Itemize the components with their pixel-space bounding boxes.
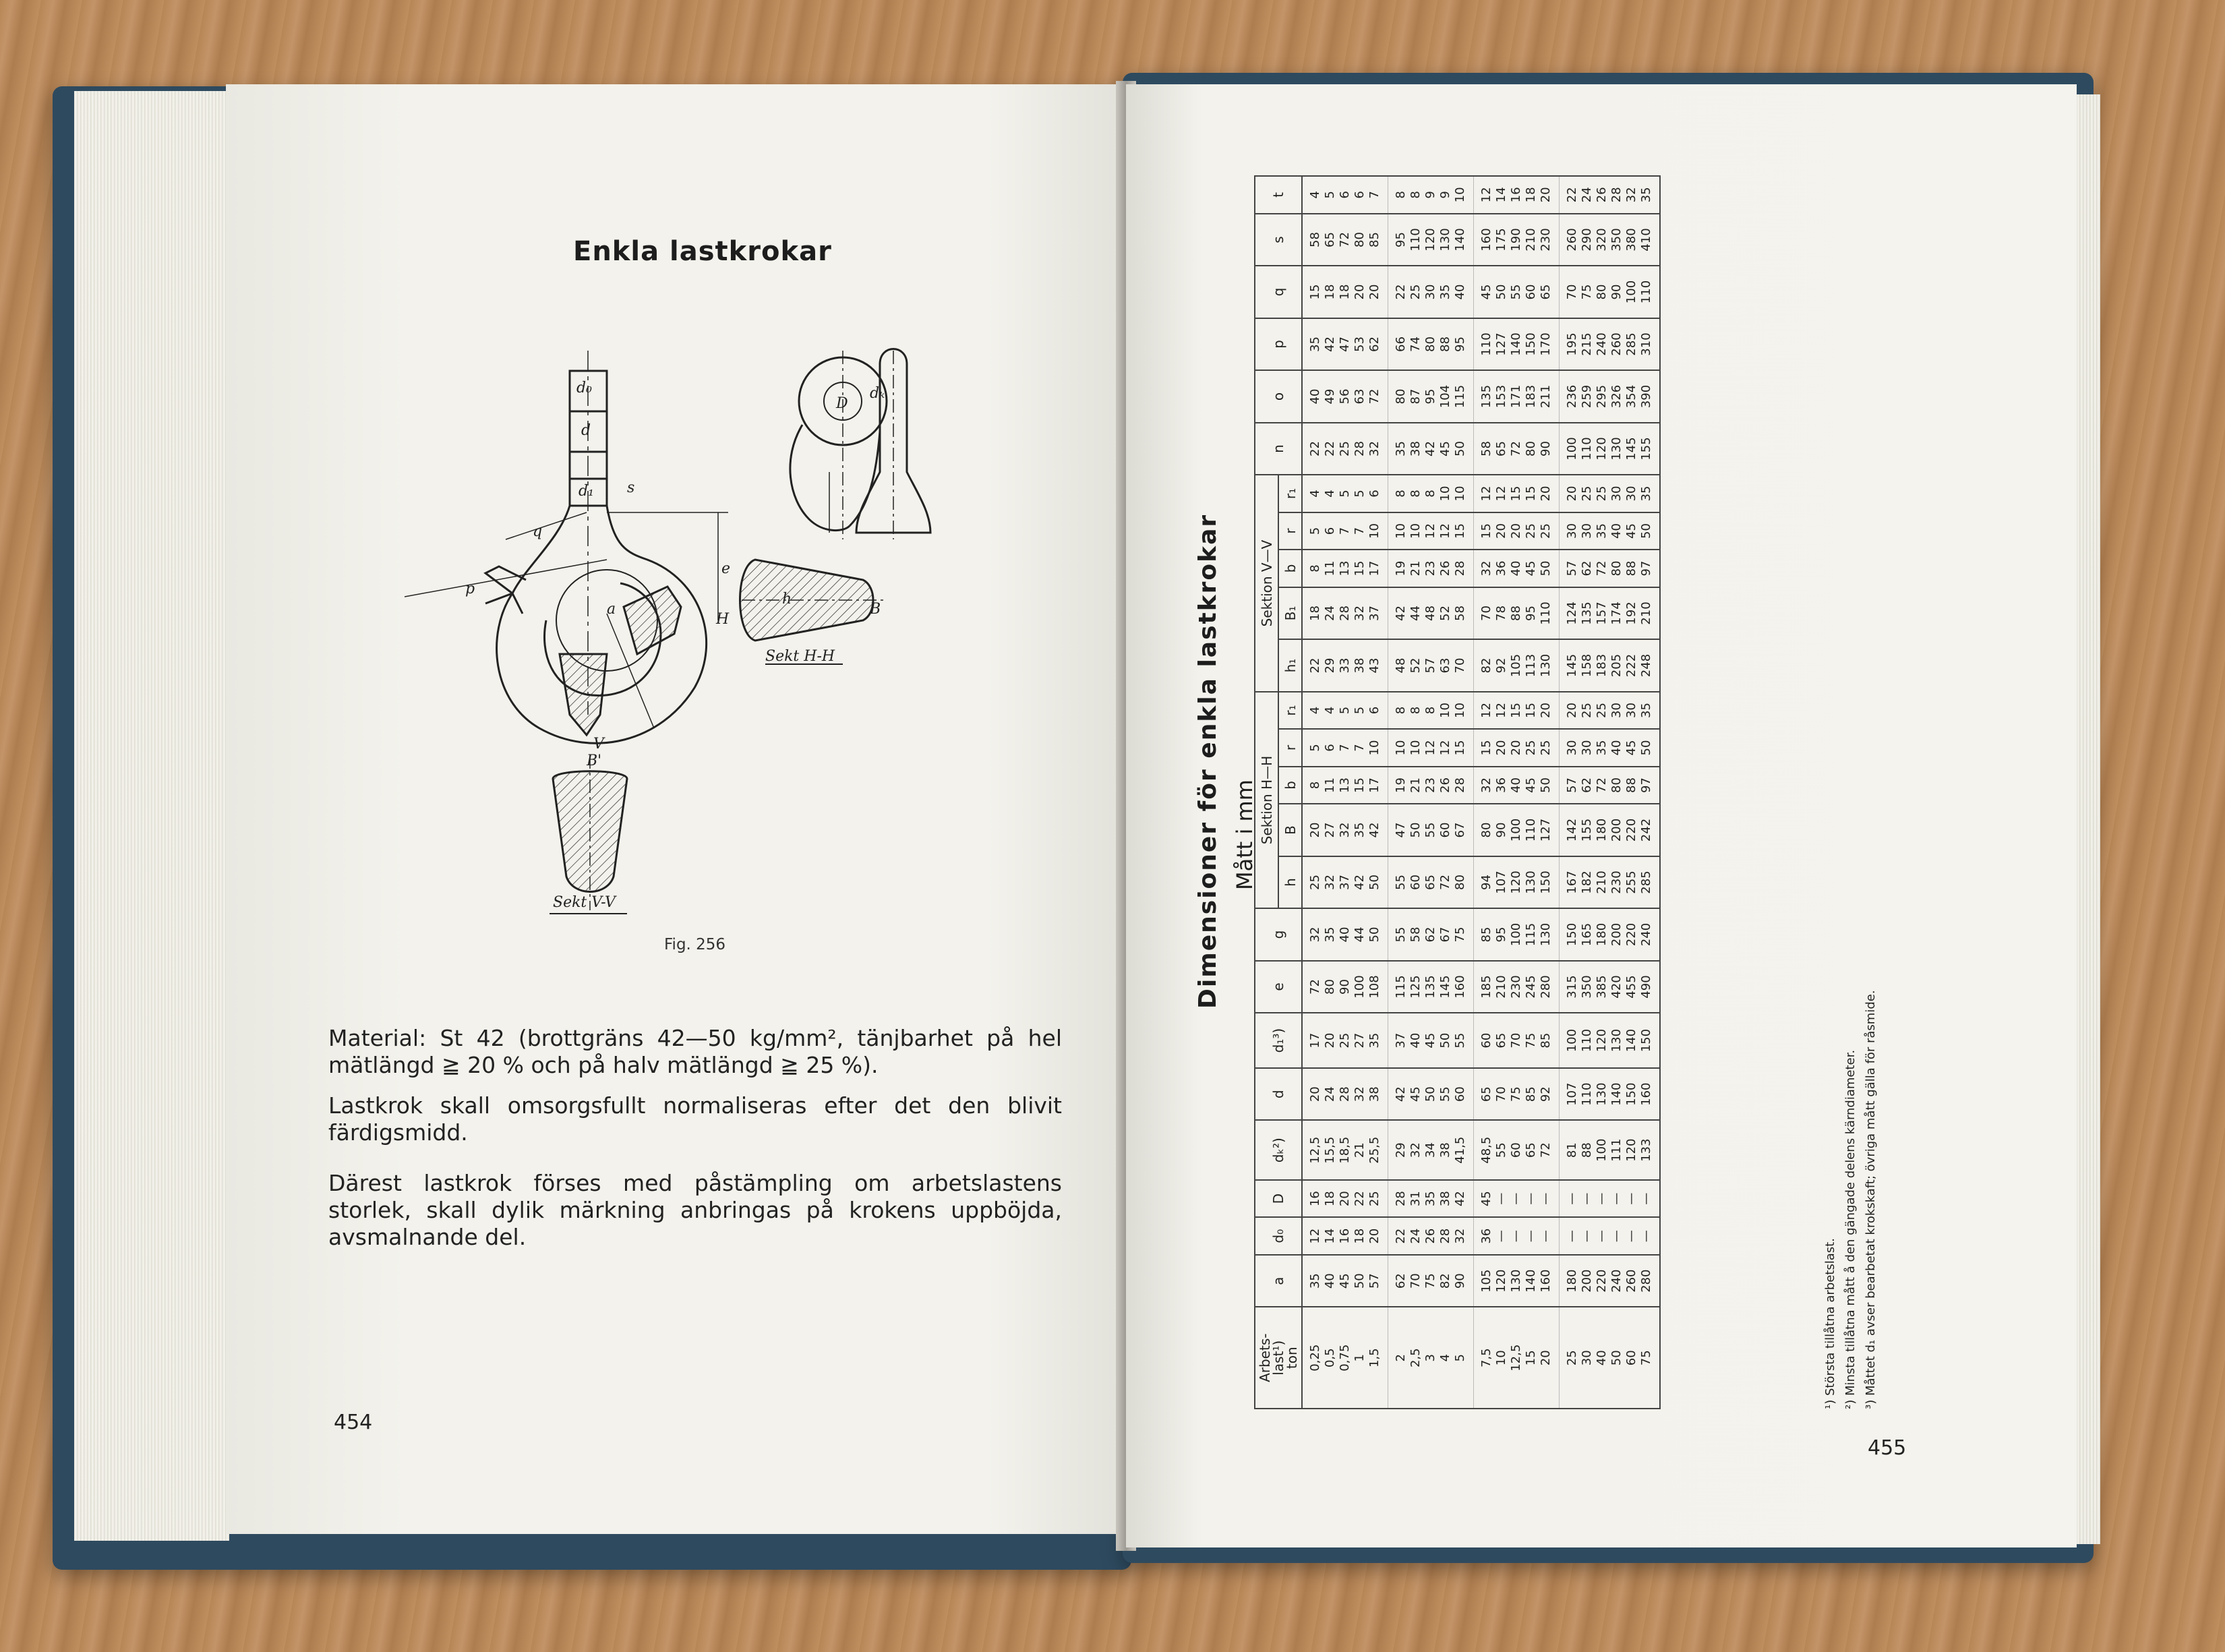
table-cell: 135 153 171 183 211 (1474, 370, 1560, 423)
column-header: p (1255, 318, 1302, 371)
table-cell: 95 110 120 130 140 (1388, 214, 1474, 266)
section-vv-label: Sekt V-V (553, 894, 616, 911)
table-cell: 25 30 40 50 60 75 (1560, 1307, 1661, 1409)
table-cell: 4 5 6 6 7 (1302, 176, 1388, 214)
table-cell: 315 350 385 420 455 490 (1560, 961, 1661, 1013)
table-cell: 30 30 35 40 45 50 (1560, 729, 1661, 767)
column-header: g (1255, 908, 1302, 961)
table-cell: 82 92 105 113 130 (1474, 639, 1560, 692)
table-cell: 80 90 100 110 127 (1474, 804, 1560, 856)
table-row (1388, 176, 1474, 1409)
column-header: r₁ (1278, 475, 1302, 512)
table-cell: 12 14 16 18 20 (1302, 1217, 1388, 1255)
table-cell: 8 8 8 10 10 (1388, 475, 1474, 512)
table-footnotes (1820, 533, 1881, 1409)
table-cell: 124 135 157 174 192 210 (1560, 587, 1661, 640)
table-cell: 45 — — — — (1474, 1180, 1560, 1218)
column-header: s (1255, 214, 1302, 266)
table-group-header-row (1255, 176, 1278, 1409)
table-cell: 47 50 55 60 67 (1388, 804, 1474, 856)
table-cell: 20 25 25 30 30 35 (1560, 475, 1661, 512)
figure-caption: Fig. 256 (664, 936, 726, 953)
table-cell: 58 65 72 80 85 (1302, 214, 1388, 266)
table-cell: 180 200 220 240 260 280 (1560, 1255, 1661, 1307)
drawing-label-q: q (533, 523, 543, 540)
table-cell: 37 40 45 50 55 (1388, 1013, 1474, 1068)
column-header: n (1255, 423, 1302, 475)
table-cell: 160 175 190 210 230 (1474, 214, 1560, 266)
table-cell: 29 32 34 38 41,5 (1388, 1120, 1474, 1179)
table-cell: 20 24 28 32 38 (1302, 1068, 1388, 1121)
footnote-1: ¹) Största tillåtna arbetslast. (1823, 1238, 1837, 1409)
table-cell: 0,25 0,5 0,75 1 1,5 (1302, 1307, 1388, 1409)
table-cell: 20 25 25 30 30 35 (1560, 692, 1661, 730)
table-cell: 145 158 183 205 222 248 (1560, 639, 1661, 692)
column-header: D (1255, 1180, 1302, 1218)
table-cell: 28 31 35 38 42 (1388, 1180, 1474, 1218)
dimensions-table (1254, 175, 1661, 1409)
table-cell: 60 65 70 75 85 (1474, 1013, 1560, 1068)
left-page-number: 454 (334, 1411, 373, 1434)
table-cell: 2 2,5 3 4 5 (1388, 1307, 1474, 1409)
table-cell: 55 58 62 67 75 (1388, 908, 1474, 961)
table-cell: 8 8 8 10 10 (1388, 692, 1474, 730)
drawing-label-dk: dₖ (870, 385, 885, 402)
table-row (1474, 176, 1560, 1409)
table-row (1560, 176, 1661, 1409)
group-header-vv: Sektion V—V (1255, 475, 1278, 692)
section-hh-label: Sekt H-H (765, 648, 835, 665)
table-cell: 195 215 240 260 285 310 (1560, 318, 1661, 371)
table-cell: — — — — — — (1560, 1180, 1661, 1218)
table-cell: 12 14 16 18 20 (1474, 176, 1560, 214)
column-header: e (1255, 961, 1302, 1013)
table-cell: 57 62 72 80 88 97 (1560, 767, 1661, 804)
table-cell: 4 4 5 5 6 (1302, 692, 1388, 730)
table-cell: 32 36 40 45 50 (1474, 550, 1560, 587)
column-header: a (1255, 1255, 1302, 1307)
table-cell: 25 32 37 42 50 (1302, 856, 1388, 909)
table-cell: 5 6 7 7 10 (1302, 729, 1388, 767)
table-cell: 19 21 23 26 28 (1388, 767, 1474, 804)
column-header: dₖ²) (1255, 1120, 1302, 1179)
table-cell: 81 88 100 111 120 133 (1560, 1120, 1661, 1179)
rotated-table-container (1190, 187, 1878, 1409)
table-cell: 107 110 130 140 150 160 (1560, 1068, 1661, 1121)
column-header: B₁ (1278, 587, 1302, 640)
table-cell: 72 80 90 100 108 (1302, 961, 1388, 1013)
table-cell: 100 110 120 130 145 155 (1560, 423, 1661, 475)
column-header: r (1278, 729, 1302, 767)
column-header: h (1278, 856, 1302, 909)
table-cell: 42 45 50 55 60 (1388, 1068, 1474, 1121)
column-header: Arbets- last¹) ton (1255, 1307, 1302, 1409)
footnote-3: ³) Måttet d₁ avser bearbetat krokskaft; övriga mått gälla för råsmide. (1864, 990, 1878, 1409)
table-cell: 42 44 48 52 58 (1388, 587, 1474, 640)
table-row (1302, 176, 1388, 1409)
table-cell: 45 50 55 60 65 (1474, 266, 1560, 318)
paragraph-marking: Därest lastkrok förses med påstämpling om arbetslastens storlek, skall dylik märkning anbringas på krokens uppböjda, avsmalnande del. (328, 1170, 1062, 1250)
table-cell: 70 75 80 90 100 110 (1560, 266, 1661, 318)
column-header: o (1255, 370, 1302, 423)
table-cell: 12,5 15,5 18,5 21 25,5 (1302, 1120, 1388, 1179)
paragraph-material: Material: St 42 (brottgräns 42—50 kg/mm², tänjbarhet på hel mätlängd ≧ 20 % och på halv mätlängd ≧ 25 %). (328, 1025, 1062, 1078)
table-cell: 35 40 45 50 57 (1302, 1255, 1388, 1307)
page-edges-left (74, 91, 229, 1541)
drawing-label-B: B (870, 601, 881, 618)
table-cell: 65 70 75 85 92 (1474, 1068, 1560, 1121)
table-cell: 185 210 230 245 280 (1474, 961, 1560, 1013)
table-cell: 20 27 32 35 42 (1302, 804, 1388, 856)
table-cell: 15 20 20 25 25 (1474, 512, 1560, 550)
table-cell: 100 110 120 130 140 150 (1560, 1013, 1661, 1068)
table-cell: 22 24 26 28 32 35 (1560, 176, 1661, 214)
drawing-label-d1: d₁ (578, 483, 594, 500)
table-cell: 94 107 120 130 150 (1474, 856, 1560, 909)
table-cell: 55 60 65 72 80 (1388, 856, 1474, 909)
column-header: q (1255, 266, 1302, 318)
table-cell: 150 165 180 200 220 240 (1560, 908, 1661, 961)
column-header: b (1278, 767, 1302, 804)
drawing-label-s: s (627, 479, 635, 496)
column-header: t (1255, 176, 1302, 214)
table-cell: 70 78 88 95 110 (1474, 587, 1560, 640)
drawing-label-d0: d₀ (576, 380, 592, 396)
table-cell: 10 10 12 12 15 (1388, 512, 1474, 550)
column-header: d₁³) (1255, 1013, 1302, 1068)
table-cell: 10 10 12 12 15 (1388, 729, 1474, 767)
table-cell: 7,5 10 12,5 15 20 (1474, 1307, 1560, 1409)
table-cell: 12 12 15 15 20 (1474, 692, 1560, 730)
table-cell: 110 127 140 150 170 (1474, 318, 1560, 371)
column-header: b (1278, 550, 1302, 587)
group-header-hh: Sektion H—H (1255, 692, 1278, 909)
table-cell: 17 20 25 27 35 (1302, 1013, 1388, 1068)
table-cell: 167 182 210 230 255 285 (1560, 856, 1661, 909)
table-cell: 80 87 95 104 115 (1388, 370, 1474, 423)
table-cell: 62 70 75 82 90 (1388, 1255, 1474, 1307)
table-cell: 142 155 180 200 220 242 (1560, 804, 1661, 856)
table-body (1302, 176, 1660, 1409)
drawing-label-h: h (782, 591, 792, 608)
table-cell: — — — — — — (1560, 1217, 1661, 1255)
drawing-label-e: e (721, 560, 731, 577)
right-page-number: 455 (1868, 1436, 1907, 1460)
table-cell: 105 120 130 140 160 (1474, 1255, 1560, 1307)
table-cell: 8 11 13 15 17 (1302, 550, 1388, 587)
table-cell: 48 52 57 63 70 (1388, 639, 1474, 692)
table-cell: 5 6 7 7 10 (1302, 512, 1388, 550)
table-cell: 15 20 20 25 25 (1474, 729, 1560, 767)
table-cell: 16 18 20 22 25 (1302, 1180, 1388, 1218)
drawing-label-H: H (716, 611, 730, 628)
table-cell: 115 125 135 145 160 (1388, 961, 1474, 1013)
table-title: Dimensioner för enkla lastkrokar (1194, 513, 1222, 1009)
hook-technical-drawing (405, 337, 944, 931)
table-cell: 18 24 28 32 37 (1302, 587, 1388, 640)
table-cell: 22 22 25 28 32 (1302, 423, 1388, 475)
column-header: d₀ (1255, 1217, 1302, 1255)
left-page-title: Enkla lastkrokar (573, 236, 832, 267)
table-cell: 32 36 40 45 50 (1474, 767, 1560, 804)
column-header: h₁ (1278, 639, 1302, 692)
table-cell: 36 — — — — (1474, 1217, 1560, 1255)
table-cell: 35 42 47 53 62 (1302, 318, 1388, 371)
table-cell: 4 4 5 5 6 (1302, 475, 1388, 512)
table-cell: 35 38 42 45 50 (1388, 423, 1474, 475)
drawing-label-a: a (607, 601, 616, 618)
table-cell: 8 11 13 15 17 (1302, 767, 1388, 804)
table-cell: 12 12 15 15 20 (1474, 475, 1560, 512)
column-header: d (1255, 1068, 1302, 1121)
table-cell: 48,5 55 60 65 72 (1474, 1120, 1560, 1179)
table-cell: 85 95 100 115 130 (1474, 908, 1560, 961)
drawing-label-B1: B' (587, 753, 602, 769)
table-cell: 15 18 18 20 20 (1302, 266, 1388, 318)
drawing-label-d: d (581, 422, 591, 439)
table-cell: 57 62 72 80 88 97 (1560, 550, 1661, 587)
table-subtitle: Mått i mm (1232, 779, 1257, 890)
table-cell: 66 74 80 88 95 (1388, 318, 1474, 371)
table-cell: 260 290 320 350 380 410 (1560, 214, 1661, 266)
footnote-2: ²) Minsta tillåtna mått å den gängade delens kärndiameter. (1843, 1049, 1858, 1409)
drawing-label-D: D (836, 395, 848, 412)
table-cell: 32 35 40 44 50 (1302, 908, 1388, 961)
drawing-label-p: p (465, 581, 475, 597)
table-cell: 22 25 30 35 40 (1388, 266, 1474, 318)
column-header: B (1278, 804, 1302, 856)
column-header: r₁ (1278, 692, 1302, 730)
table-cell: 40 49 56 63 72 (1302, 370, 1388, 423)
table-cell: 236 259 295 326 354 390 (1560, 370, 1661, 423)
table-cell: 30 30 35 40 45 50 (1560, 512, 1661, 550)
table-cell: 22 29 33 38 43 (1302, 639, 1388, 692)
table-cell: 22 24 26 28 32 (1388, 1217, 1474, 1255)
table-cell: 19 21 23 26 28 (1388, 550, 1474, 587)
table-cell: 58 65 72 80 90 (1474, 423, 1560, 475)
drawing-label-V: V (593, 736, 604, 753)
column-header: r (1278, 512, 1302, 550)
paragraph-normalize: Lastkrok skall omsorgsfullt normaliseras efter det den blivit färdigsmidd. (328, 1092, 1062, 1146)
table-cell: 8 8 9 9 10 (1388, 176, 1474, 214)
